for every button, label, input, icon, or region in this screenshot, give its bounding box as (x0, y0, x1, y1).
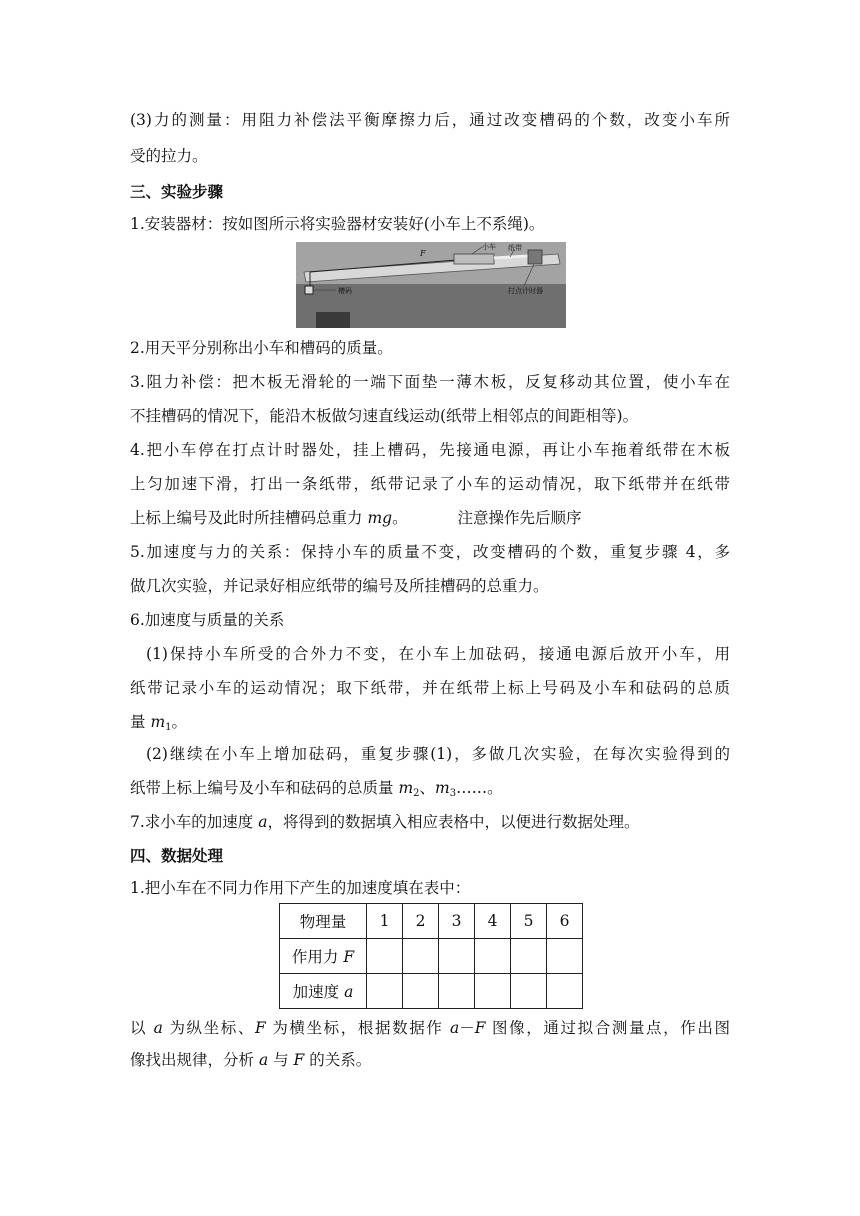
table-row (280, 939, 583, 974)
step-4-period: 。 (392, 509, 408, 527)
step-6-1-line3 (130, 712, 187, 732)
table-cell (511, 939, 547, 974)
step-6-1-line2: 纸带记录小车的运动情况；取下纸带，并在纸带上标上号码及小车和砝码的总质 (130, 679, 730, 697)
section-heading-steps: 三、实验步骤 (130, 182, 224, 201)
table-header-label: 物理量 (280, 904, 367, 939)
table-col-6: 6 (547, 904, 583, 939)
apparatus-figure (296, 242, 566, 328)
table-cell (439, 939, 475, 974)
symbol-m3: m (435, 779, 450, 797)
label-car: 小车 (482, 243, 496, 251)
step-4-line1: 4.把小车停在打点计时器处，挂上槽码，先接通电源，再让小车拖着纸带在木板 (130, 441, 730, 459)
table-cell (439, 974, 475, 1009)
table-cell (403, 974, 439, 1009)
analysis-line1: 以 a 为纵坐标、F 为横坐标，根据数据作 a－F 图像，通过拟合测量点，作出图 (130, 1019, 731, 1037)
symbol-F: F (343, 948, 355, 966)
table-col-5: 5 (511, 904, 547, 939)
step-6-2-ellipsis: ……。 (456, 779, 503, 797)
step-6-2-line1: (2)继续在小车上增加砝码，重复步骤(1)，多做几次实验，在每次实验得到的 (146, 745, 730, 763)
step-5-line1: 5.加速度与力的关系：保持小车的质量不变，改变槽码的个数，重复步骤 4，多 (130, 543, 730, 561)
step-2: 2.用天平分别称出小车和槽码的质量。 (130, 339, 393, 357)
table-cell (511, 974, 547, 1009)
section-heading-data-processing: 四、数据处理 (130, 846, 224, 865)
symbol-F: F (474, 1019, 486, 1037)
table-cell (547, 974, 583, 1009)
step-6-2-separator: 、 (419, 779, 436, 797)
analysis-line2: 像找出规律，分析 a 与 F 的关系。 (130, 1051, 372, 1069)
symbol-a: a (153, 1019, 163, 1037)
table-col-2: 2 (403, 904, 439, 939)
hanging-weight (305, 286, 313, 294)
paragraph-force-measurement-line1: (3)力的测量：用阻力补偿法平衡摩擦力后，通过改变槽码的个数，改变小车所 (130, 111, 730, 129)
step-6-1-period: 。 (171, 713, 188, 731)
step-4-text: 上标上编号及此时所挂槽码总重力 (130, 509, 368, 527)
table-cell (475, 939, 511, 974)
label-tape: 纸带 (508, 244, 522, 252)
symbol-m3-subscript: 3 (449, 788, 457, 799)
paragraph-force-measurement-line2: 受的拉力。 (130, 147, 208, 165)
step-6: 6.加速度与质量的关系 (130, 611, 285, 629)
symbol-F: F (255, 1019, 266, 1037)
symbol-a: a (258, 813, 268, 831)
table-col-3: 3 (439, 904, 475, 939)
step-5-line2: 做几次实验，并记录好相应纸带的编号及所挂槽码的总重力。 (130, 577, 549, 595)
step-7-text: 7.求小车的加速度 (130, 813, 259, 831)
symbol-a: a (258, 1051, 269, 1069)
table-cell (403, 939, 439, 974)
symbol-a: a (449, 1019, 460, 1037)
table-row-acceleration-label: 加速度 a (280, 974, 367, 1009)
label-weight: 槽码 (338, 287, 352, 295)
paper-tape (494, 256, 528, 258)
step-3-line1: 3.阻力补偿：把木板无滑轮的一端下面垫一薄木板，反复移动其位置，使小车在 (130, 373, 730, 391)
symbol-m2-subscript: 2 (413, 788, 420, 799)
symbol-m1-subscript: 1 (165, 722, 172, 733)
step-7-text-end: ，将得到的数据填入相应表格中，以便进行数据处理。 (267, 813, 640, 831)
data-table (279, 903, 583, 1009)
table-col-4: 4 (475, 904, 511, 939)
step-4-line2: 上匀加速下滑，打出一条纸带，纸带记录了小车的运动情况，取下纸带并在纸带 (130, 475, 730, 493)
table-col-1: 1 (367, 904, 403, 939)
step-4-line3 (130, 508, 581, 528)
step-4-note: 注意操作先后顺序 (457, 509, 582, 527)
label-F: F (420, 249, 426, 258)
step-6-2-line2 (130, 778, 503, 798)
cart (454, 254, 494, 264)
symbol-F: F (293, 1051, 305, 1069)
data-processing-1: 1.把小车在不同力作用下产生的加速度填在表中： (130, 879, 471, 897)
step-6-1-line1: (1)保持小车所受的合外力不变，在小车上加砝码，接通电源后放开小车，用 (146, 645, 730, 663)
symbol-a: a (344, 983, 354, 1001)
step-7 (130, 812, 639, 832)
symbol-m1: m (150, 713, 166, 731)
symbol-mg: mg (367, 509, 393, 527)
step-6-2-text: 纸带上标上编号及小车和砝码的总质量 (130, 779, 399, 797)
step-1: 1.安装器材：按如图所示将实验器材安装好(小车上不系绳)。 (130, 215, 545, 233)
step-3-line2: 不挂槽码的情况下，能沿木板做匀速直线运动(纸带上相邻点的间距相等)。 (130, 407, 639, 425)
table-header-row (280, 904, 583, 939)
table-row-force-label: 作用力 F (280, 939, 367, 974)
label-timer: 打点计时器 (508, 287, 543, 295)
timer-device (528, 250, 542, 264)
table-cell (367, 974, 403, 1009)
table-cell (367, 939, 403, 974)
symbol-m2: m (398, 779, 414, 797)
step-6-1-text: 量 (130, 713, 151, 731)
table-row (280, 974, 583, 1009)
table-cell (475, 974, 511, 1009)
table-cell (547, 939, 583, 974)
